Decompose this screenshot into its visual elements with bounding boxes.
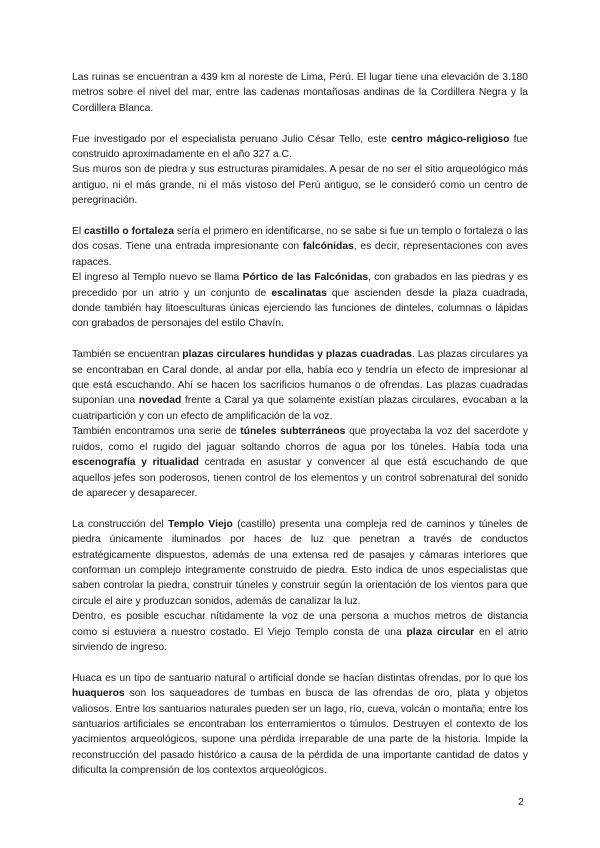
text-run: , con grabados en las piedras y es precedido por un atrio y un conjunto de [72,272,529,299]
text-run: Huaca es un tipo de santuario natural o artificial donde se hacían distintas ofrendas, por lo que los [72,672,528,684]
page-number: 2 [518,796,524,808]
text-run: que ascienden desde la plaza cuadrada, donde también hay litoesculturas únicas ejerciendo las funciones de dinteles, columnas o lápidas con grabados de personajes del estilo Chavín. [72,287,528,330]
text-run: en el atrio sirviendo de ingreso. [72,626,528,653]
paragraph-walls [72,162,528,208]
bold-text: Templo Viejo [168,518,233,530]
bold-text: Pórtico de las Falcónidas [242,272,369,284]
text-run: . Las plazas circulares ya se encontraban en Caral donde, al andar por ella, había eco y tendría un efecto de impresionar al que está escuchando. Ahí se hacen los sacrificios humanos o de ofrendas. Las plazas cuadradas suponían una [72,349,528,407]
text-run: sería el primero en identificarse, no se sabe si fue un templo o fortaleza o las dos cosas. Tiene una entrada impresionante con [72,226,528,253]
paragraph-huaca [72,671,528,779]
text-run: Fue investigado por el especialista peruano Julio César Tello, este [72,133,392,145]
bold-text: plazas circulares hundidas y plazas cuadradas [182,349,412,361]
paragraph-plazas [72,347,528,424]
bold-text: novedad [138,395,182,407]
text-run: Las ruinas se encuentran a 439 km al noreste de Lima, Perú. El lugar tiene una elevación de 3.180 metros sobre el nivel del mar, entre las cadenas montañosas andinas de la Cordillera Negra y la Cordillera Blanca. [72,72,528,114]
paragraph-tunnels [72,424,528,501]
text-run: El [72,226,85,238]
text-run: fue construido aproximadamente en el año 327 a.C. [72,133,528,161]
bold-text: escalinatas [271,287,327,299]
bold-text: falcónidas [302,241,354,253]
bold-text: túneles subterráneos [240,426,346,438]
text-run: Sus muros son de piedra y sus estructuras piramidales. A pesar de no ser el sitio arqueológico más antiguo, ni el más grande, ni el más vistoso del Perú antiguo, se le consideró como un centro de peregrinación. [72,164,528,207]
bold-text: centro mágico-religioso [391,133,510,145]
text-run: También se encuentran [72,349,183,361]
text-run: También encontramos una serie de [72,426,241,438]
text-run: , es decir, representaciones con aves rapaces. [72,241,528,268]
text-run: La construcción del [72,518,169,530]
bold-text: escenografía y ritualidad [72,457,199,469]
paragraph-tello [72,132,528,163]
bold-text: castillo o fortaleza [84,226,174,238]
paragraph-inside [72,609,528,655]
text-run: frente a Caral ya que solamente existían plazas circulares, evocaban a la cuatripartición y con un efecto de amplificación de la voz. [72,395,528,422]
paragraph-portico [72,270,528,332]
text-run: El ingreso al Templo nuevo se llama [72,272,243,284]
text-run: (castillo) presenta una compleja red de caminos y túneles de piedra únicamente iluminados por haces de luz que penetran a través de conductos estratégicamente dispuestos, además de una extensa red de pasajes y cámaras interiores que conforman un complejo íntegramente construido de piedra. Esto indica de unos especialistas que saben controlar la piedra, construir túneles y construir según la orientación de los vientos para que circule el aire y produzcan sonidos, además de canalizar la luz. [72,518,528,607]
paragraph-castle [72,224,528,270]
document-body [72,70,528,779]
text-run: que proyectaba la voz del sacerdote y ruidos, como el rugido del jaguar soltando chorros de agua por los túneles. Había toda una [72,426,528,453]
paragraph-location [72,70,528,116]
text-run: centrada en asustar y convencer al que está escuchando de que aquellos jefes son poderosos, tienen control de los elementos y un control sobrenatural del sonido de aparecer y desaparecer. [72,457,528,499]
bold-text: huaqueros [72,688,125,700]
text-run: son los saqueadores de tumbas en busca de las ofrendas de oro, plata y objetos valiosos. Entre los santuarios naturales pueden ser un lago, río, cueva, volcán o montaña; entre los santuarios artificiales se encontraban los enterramientos o túmulos. Destruyen el contexto de los yacimientos arqueológicos, supone una pérdida irreparable de una parte de la historia. Impide la reconstrucción del pasado histórico a causa de la pérdida de una importante cantidad de datos y dificulta la comprensión de los contextos arqueológicos. [72,688,528,777]
bold-text: plaza circular [406,626,475,638]
paragraph-old-temple [72,517,528,609]
text-run: Dentro, es posible escuchar nítidamente la voz de una persona a muchos metros de distancia como si estuviera a nuestro costado. El Viejo Templo consta de una [72,611,528,638]
